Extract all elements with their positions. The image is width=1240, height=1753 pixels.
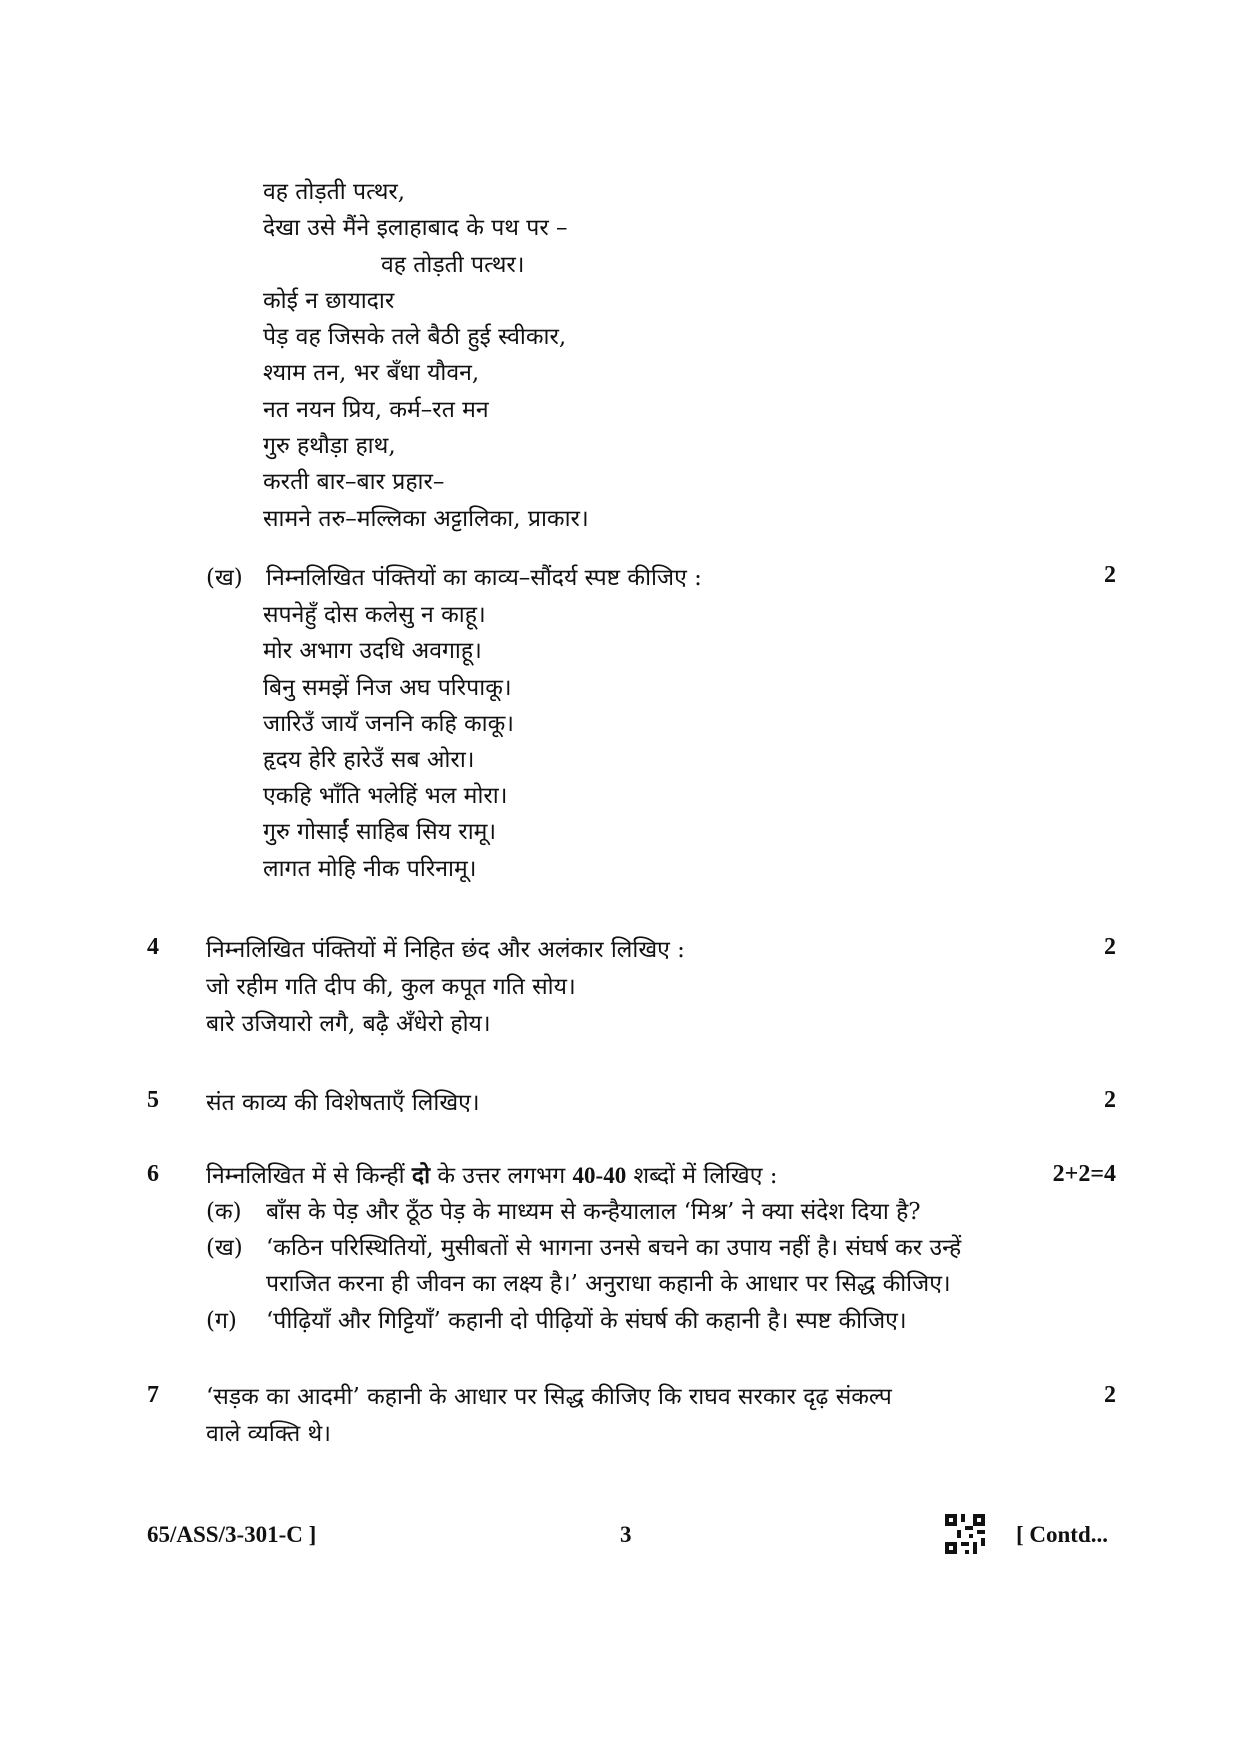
page-number: 3 [620, 1522, 632, 1547]
sub-question-label: (ख) [206, 565, 243, 591]
question-text: वाले व्यक्ति थे। [206, 1421, 331, 1447]
continued-label: [ Contd... [1016, 1522, 1109, 1547]
poem-continuation [263, 174, 983, 537]
marks: 2+2=4 [1052, 1161, 1116, 1187]
text-bold: दो [411, 1162, 431, 1189]
sub-question-text: ‘कठिन परिस्थितियों, मुसीबतों से भागना उनसे बचने का उपाय नहीं है। संघर्ष कर उन्हें [266, 1235, 962, 1261]
qr-code-icon [945, 1514, 985, 1554]
sub-question-label: (ख) [206, 1235, 243, 1261]
verse-line: बिनु समझें निज अघ परिपाकू। [263, 675, 512, 701]
paper-code: 65/ASS/3-301-C ] [147, 1522, 317, 1547]
poem-line: कोई न छायादार [263, 287, 395, 314]
verse-line: मोर अभाग उदधि अवगाहू। [263, 638, 482, 664]
poem-line: वह तोड़ती पत्थर। [381, 251, 525, 278]
poem-line: श्याम तन, भर बँधा यौवन, [263, 360, 480, 387]
poem-line: पेड़ वह जिसके तले बैठी हुई स्वीकार, [263, 324, 567, 351]
verse-line: बारे उजियारो लगै, बढ़ै अँधेरो होय। [206, 1011, 491, 1037]
question-number: 6 [147, 1161, 159, 1187]
text-bold: 40-40 [572, 1163, 627, 1188]
verse-line: जो रहीम गति दीप की, कुल कपूत गति सोय। [206, 974, 576, 1000]
verse-line: हृदय हेरि हारेउँ सब ओरा। [263, 747, 475, 773]
sub-question-text: ‘पीढ़ियाँ और गिट्टियाँ’ कहानी दो पीढ़ियों के संघर्ष की कहानी है। स्पष्ट कीजिए। [266, 1308, 907, 1334]
poem-line: गुरु हथौड़ा हाथ, [263, 433, 396, 460]
question-text [206, 1158, 996, 1194]
marks: 2 [1104, 1382, 1116, 1408]
verse-line: सपनेहुँ दोस कलेसु न काहू। [263, 602, 486, 628]
question-text: निम्नलिखित पंक्तियों का काव्य–सौंदर्य स्पष्ट कीजिए : [266, 565, 702, 591]
poem-line: सामने तरु–मल्लिका अट्टालिका, प्राकार। [263, 505, 589, 532]
question-text: निम्नलिखित पंक्तियों में निहित छंद और अलंकार लिखिए : [206, 937, 685, 963]
sub-question-label: (ग) [206, 1308, 237, 1334]
text-part: शब्दों में लिखिए : [626, 1163, 778, 1189]
poem-line: वह तोड़ती पत्थर, [263, 179, 406, 205]
question-number: 7 [147, 1382, 159, 1408]
question-text: संत काव्य की विशेषताएँ लिखिए। [206, 1090, 480, 1116]
verse-line: लागत मोहि नीक परिनामू। [263, 856, 477, 882]
question-text: ‘सड़क का आदमी’ कहानी के आधार पर सिद्ध कीजिए कि राघव सरकार दृढ़ संकल्प [206, 1384, 892, 1410]
sub-question-text: बाँस के पेड़ और ठूँठ पेड़ के माध्यम से कन्हैयालाल ‘मिश्र’ ने क्या संदेश दिया है? [266, 1199, 921, 1225]
marks: 2 [1104, 562, 1116, 588]
poem-line: करती बार–बार प्रहार– [263, 469, 445, 496]
sub-question-label: (क) [206, 1199, 242, 1225]
verse-line: जारिउँ जायँ जननि कहि काकू। [263, 711, 514, 737]
sub-question-text: पराजित करना ही जीवन का लक्ष्य है।’ अनुराधा कहानी के आधार पर सिद्ध कीजिए। [266, 1271, 951, 1297]
verse-line: एकहि भाँति भलेहिं भल मोरा। [263, 783, 508, 809]
poem-line: देखा उसे मैंने इलाहाबाद के पथ पर – [263, 215, 568, 242]
marks: 2 [1104, 934, 1116, 960]
text-part: के उत्तर लगभग [430, 1163, 573, 1189]
verse-line: गुरु गोसाईं साहिब सिय रामू। [263, 819, 497, 845]
poem-line: नत नयन प्रिय, कर्म–रत मन [263, 396, 489, 423]
marks: 2 [1104, 1087, 1116, 1113]
text-part: निम्नलिखित में से किन्हीं [206, 1163, 412, 1189]
question-number: 4 [147, 934, 159, 960]
question-number: 5 [147, 1087, 159, 1113]
